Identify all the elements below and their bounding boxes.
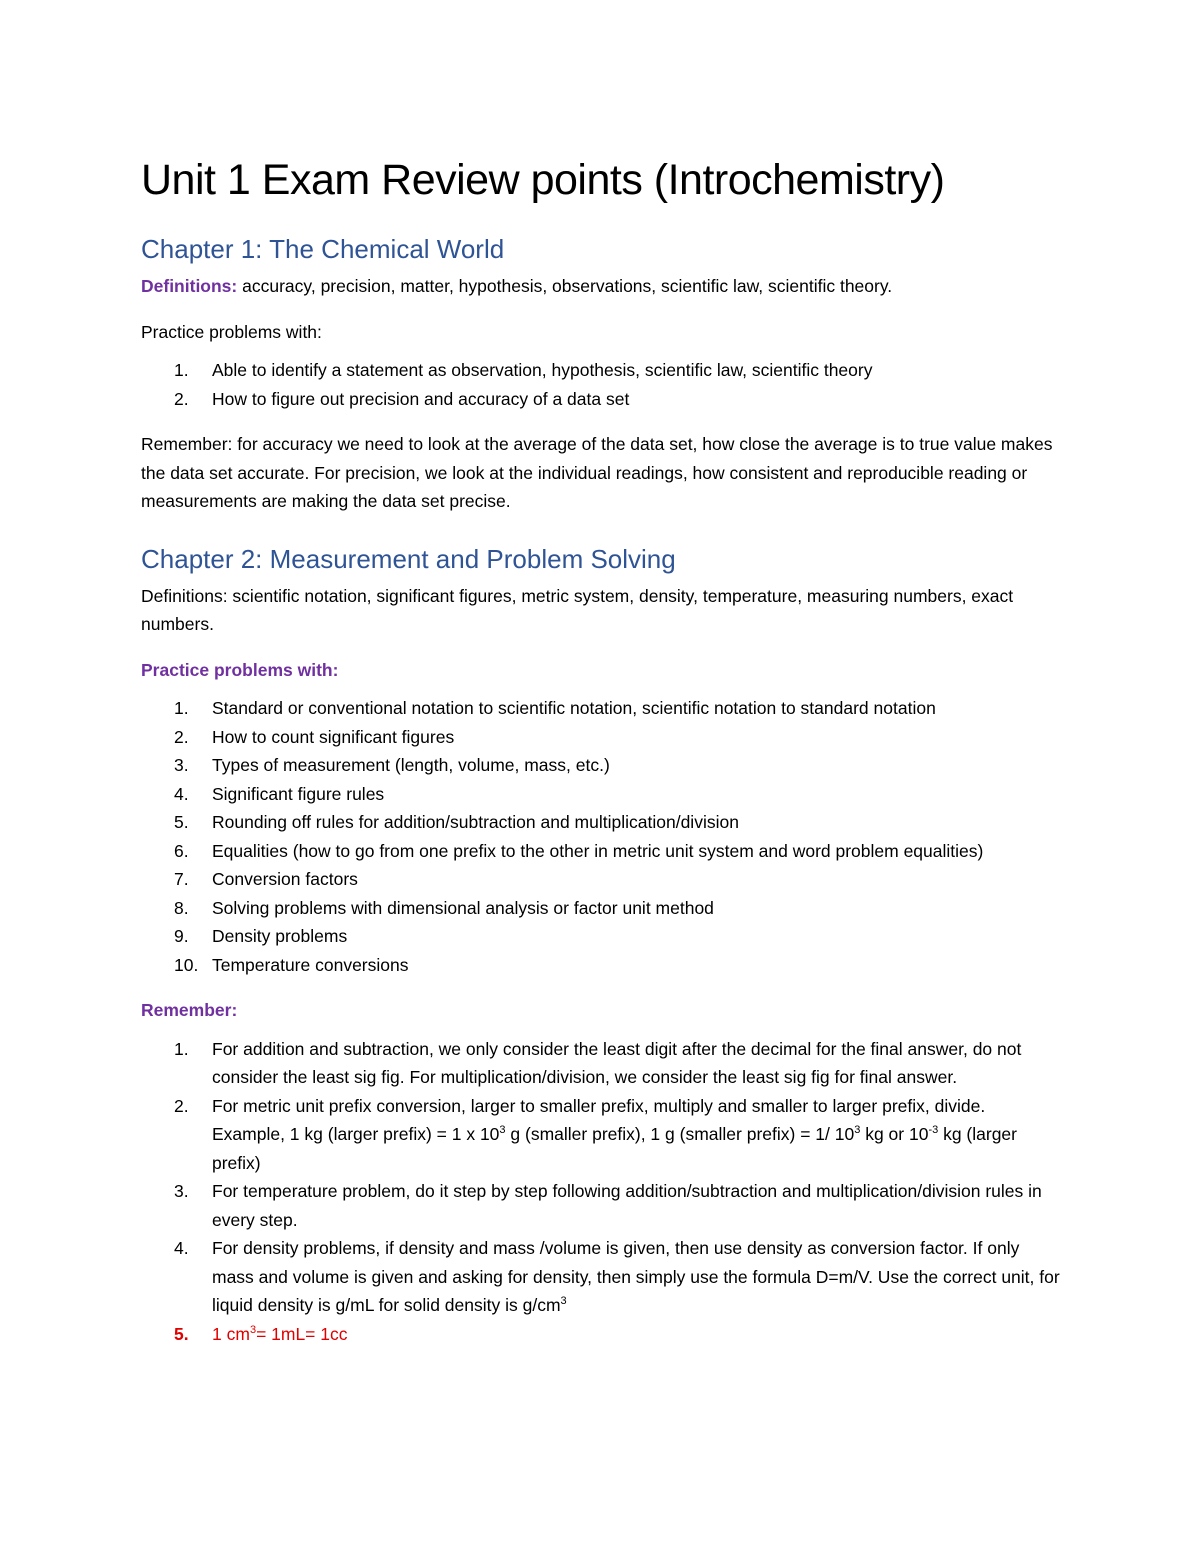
text-run: g (smaller prefix), 1 g (smaller prefix) = 1/ 10 [505, 1124, 855, 1144]
list-text: Solving problems with dimensional analysis or factor unit method [212, 897, 714, 918]
list-item [141, 780, 1061, 809]
list-item [141, 951, 1061, 980]
list-text: How to figure out precision and accuracy of a data set [212, 388, 630, 409]
list-number: 3. [174, 1181, 189, 1201]
list-item [141, 751, 1061, 780]
superscript: 3 [249, 1323, 257, 1336]
list-text: Standard or conventional notation to scientific notation, scientific notation to standard notation [212, 698, 936, 718]
superscript: -3 [928, 1124, 939, 1136]
list-item [141, 837, 1061, 866]
chapter-1-remember: Remember: for accuracy we need to look at the average of the data set, how close the average is to true value makes the data set accurate. For precision, we look at the individual readings, how consistent and reproducible reading or measurements are making the data set precise. [141, 434, 1053, 511]
text-run: kg (larger prefix) [212, 1124, 1017, 1173]
list-number: 4. [174, 1238, 189, 1258]
text-run: = 1mL= 1cc [256, 1323, 348, 1344]
list-number: 2. [174, 726, 189, 747]
chapter-1-practice-list [141, 356, 1061, 413]
list-text [212, 1096, 1017, 1173]
chapter-1-heading: Chapter 1: The Chemical World [141, 234, 505, 264]
text-run: 1 cm [212, 1323, 250, 1344]
list-item [141, 723, 1061, 752]
text-run: kg or 10 [860, 1124, 929, 1144]
chapter-2-practice-list [141, 694, 1061, 979]
list-item [141, 694, 1061, 723]
list-text: Equalities (how to go from one prefix to the other in metric unit system and word problem equalities) [212, 840, 984, 861]
text-run: For density problems, if density and mass /volume is given, then use density as conversion factor. If only mass and volume is given and asking for density, then simply use the formula D=m/V. Use the correct unit, for liquid density is g/mL for solid density is g/cm [212, 1238, 1060, 1315]
list-number: 1. [174, 360, 189, 380]
list-number: 3. [174, 755, 189, 775]
document-page [141, 150, 1061, 1348]
chapter-2-definitions: Definitions: scientific notation, significant figures, metric system, density, temperature, measuring numbers, exact numbers. [141, 585, 1014, 634]
list-item [141, 808, 1061, 837]
list-text: For addition and subtraction, we only consider the least digit after the decimal for the final answer, do not consider the least sig fig. For multiplication/division, we consider the least sig fig for final answer. [212, 1038, 1022, 1087]
text-run: For metric unit prefix conversion, larger to smaller prefix, multiply and smaller to larger prefix, divide. Example, 1 kg (larger prefix) = 1 x 10 [212, 1095, 986, 1144]
list-text: Conversion factors [212, 869, 358, 889]
list-number: 4. [174, 783, 189, 804]
list-number: 10. [174, 954, 199, 975]
superscript: 3 [854, 1124, 861, 1136]
list-text [212, 1238, 1060, 1315]
list-text: Able to identify a statement as observation, hypothesis, scientific law, scientific theory [212, 360, 873, 380]
list-item [141, 922, 1061, 951]
list-text: Temperature conversions [212, 954, 409, 975]
chapter-1-definitions [141, 272, 1061, 301]
list-text: For temperature problem, do it step by step following addition/subtraction and multiplication/division rules in every step. [212, 1181, 1042, 1230]
list-number: 5. [174, 1323, 189, 1344]
list-item [141, 1177, 1061, 1234]
list-item-highlighted [141, 1320, 1061, 1349]
document-title: Unit 1 Exam Review points (Introchemistry) [141, 156, 945, 204]
definitions-text: accuracy, precision, matter, hypothesis, observations, scientific law, scientific theory. [237, 276, 893, 296]
list-item [141, 865, 1061, 894]
list-text [212, 1324, 348, 1344]
list-item [141, 1092, 1061, 1178]
list-text: How to count significant figures [212, 726, 455, 747]
chapter-2-remember-list [141, 1035, 1061, 1349]
chapter-1-practice-label: Practice problems with: [141, 321, 322, 342]
superscript: 3 [560, 1295, 567, 1307]
chapter-2-remember-label: Remember: [141, 1000, 238, 1020]
superscript: 3 [499, 1124, 506, 1136]
list-text: Density problems [212, 926, 348, 946]
definitions-label: Definitions: [141, 276, 238, 296]
list-text: Types of measurement (length, volume, mass, etc.) [212, 755, 610, 775]
list-number: 1. [174, 1038, 189, 1059]
list-number: 2. [174, 1095, 189, 1116]
list-number: 6. [174, 840, 189, 861]
list-item [141, 385, 1061, 414]
list-item [141, 894, 1061, 923]
list-item [141, 356, 1061, 385]
chapter-2-practice-label: Practice problems with: [141, 659, 339, 680]
list-number: 5. [174, 812, 189, 832]
list-number: 8. [174, 897, 189, 918]
list-text: Significant figure rules [212, 783, 385, 804]
list-number: 2. [174, 388, 189, 409]
list-number: 9. [174, 926, 189, 946]
chapter-2-heading: Chapter 2: Measurement and Problem Solving [141, 543, 676, 574]
list-number: 7. [174, 869, 189, 889]
list-text: Rounding off rules for addition/subtraction and multiplication/division [212, 812, 739, 832]
list-number: 1. [174, 698, 189, 718]
list-item [141, 1234, 1061, 1320]
list-item [141, 1035, 1061, 1092]
